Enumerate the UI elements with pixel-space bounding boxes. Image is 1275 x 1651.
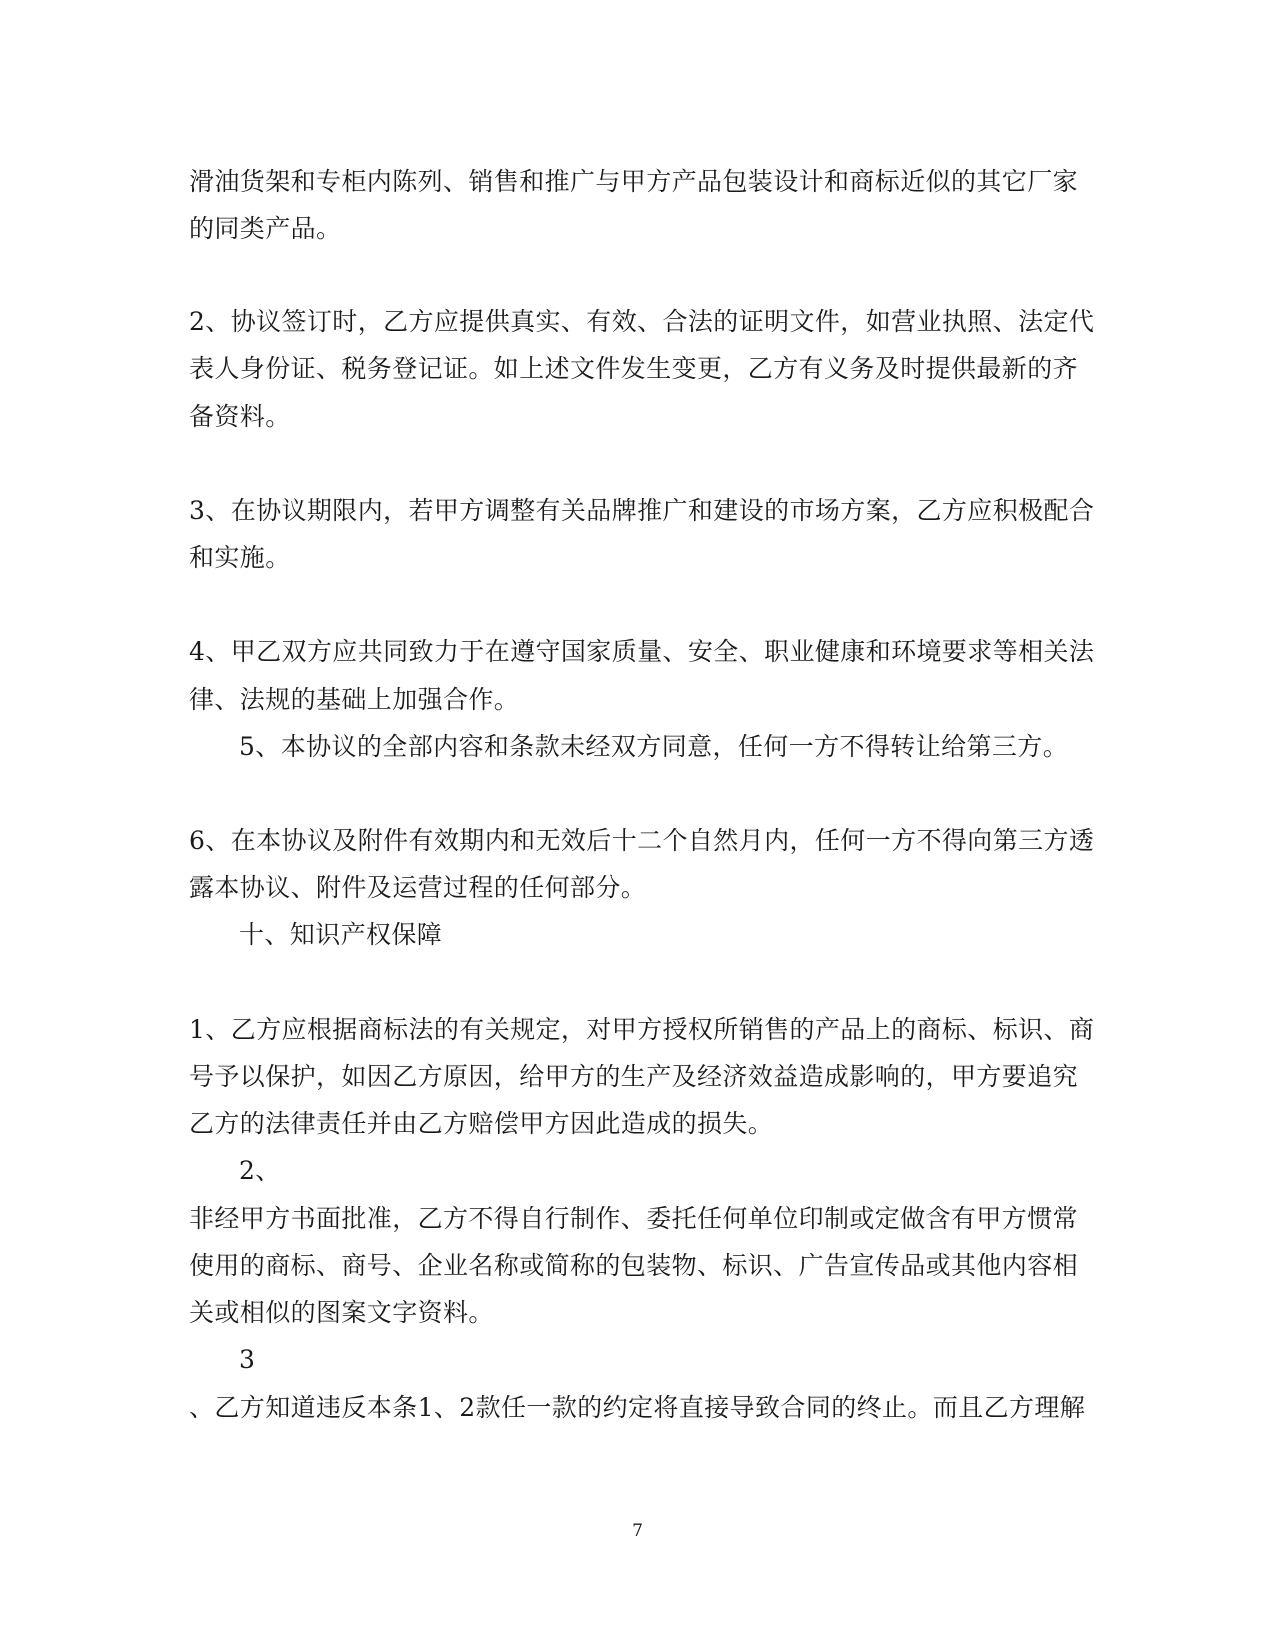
text-line: 备资料。: [189, 402, 291, 431]
text-line: 2、: [239, 1156, 281, 1185]
text-line: 号予以保护，如因乙方原因，给甲方的生产及经济效益造成影响的，甲方要追究: [189, 1062, 1079, 1091]
text-line: 5、本协议的全部内容和条款未经双方同意，任何一方不得转让给第三方。: [239, 732, 1069, 761]
text-line: 露本协议、附件及运营过程的任何部分。: [189, 873, 647, 902]
text-line: 3、在协议期限内，若甲方调整有关品牌推广和建设的市场方案，乙方应积极配合: [189, 496, 1095, 525]
text-line: 关或相似的图案文字资料。: [189, 1298, 494, 1327]
text-line: 滑油货架和专柜内陈列、销售和推广与甲方产品包装设计和商标近似的其它厂家: [189, 167, 1079, 196]
text-line: 3: [239, 1345, 256, 1374]
text-line: 、乙方知道违反本条1、2款任一款的约定将直接导致合同的终止。而且乙方理解: [189, 1393, 1086, 1422]
text-line: 2、协议签订时，乙方应提供真实、有效、合法的证明文件，如营业执照、法定代: [189, 307, 1095, 336]
text-line: 表人身份证、税务登记证。如上述文件发生变更，乙方有义务及时提供最新的齐: [189, 354, 1079, 383]
text-line: 1、乙方应根据商标法的有关规定，对甲方授权所销售的产品上的商标、标识、商: [189, 1015, 1095, 1044]
text-line: 的同类产品。: [189, 214, 342, 243]
text-line: 非经甲方书面批准，乙方不得自行制作、委托任何单位印制或定做含有甲方惯常: [189, 1204, 1079, 1233]
page-number: 7: [632, 1521, 643, 1541]
text-line: 6、在本协议及附件有效期内和无效后十二个自然月内，任何一方不得向第三方透: [189, 826, 1095, 855]
text-line: 乙方的法律责任并由乙方赔偿甲方因此造成的损失。: [189, 1109, 774, 1138]
section-heading: 十、知识产权保障: [239, 920, 443, 949]
text-line: 4、甲乙双方应共同致力于在遵守国家质量、安全、职业健康和环境要求等相关法: [189, 637, 1095, 666]
text-line: 使用的商标、商号、企业名称或简称的包装物、标识、广告宣传品或其他内容相: [189, 1251, 1079, 1280]
text-line: 和实施。: [189, 543, 291, 572]
text-line: 律、法规的基础上加强合作。: [189, 685, 520, 714]
